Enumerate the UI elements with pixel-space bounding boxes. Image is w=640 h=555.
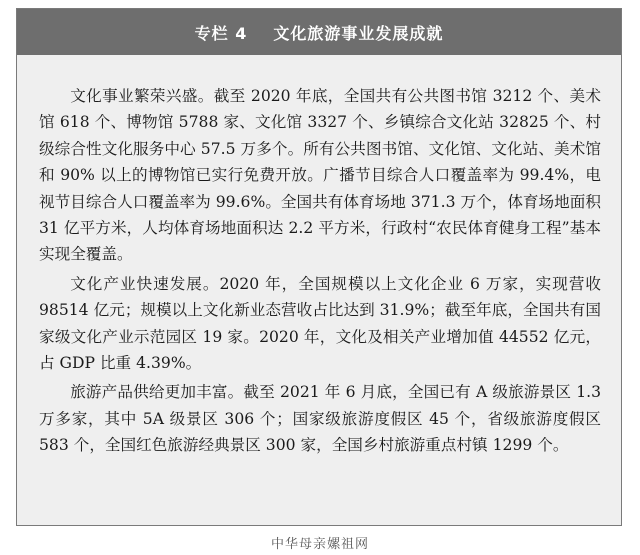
column-label: 专栏 4 [194, 23, 248, 43]
column-title: 文化旅游事业发展成就 [273, 23, 444, 43]
watermark-text: 中华母亲嫘祖网 [270, 537, 369, 552]
column-header [17, 9, 621, 55]
paragraph-tourism: 旅游产品供给更加丰富。截至 2021 年 6 月底，全国已有 A 级旅游景区 1.3 万多家，其中 5A 级景区 306 个；国家级旅游度假区 45 个，省级旅游度假区 583 个，全国红色旅游经典景区 300 家，全国乡村旅游重点村镇 1299 个。 [39, 383, 601, 455]
column-box [16, 8, 622, 526]
paragraph-culture: 文化事业繁荣兴盛。截至 2020 年底，全国共有公共图书馆 3212 个、美术馆 618 个、博物馆 5788 家、文化馆 3327 个、乡镇综合文化站 32825 个、村级综合性文化服务中心 57.5 万多个。所有公共图书馆、文化馆、文化站、美术馆和 90% 以上的博物馆已实行免费开放。广播节目综合人口覆盖率为 99.4%，电视节目综合人口覆盖率为 99.6%。全国共有体育场地 371.3 万个，体育场地面积 31 亿平方米，人均体育场地面积达 2.2 平方米，行政村“农民体育健身工程”基本实现全覆盖。 [39, 87, 601, 264]
paragraph-industry: 文化产业快速发展。2020 年，全国规模以上文化企业 6 万家，实现营收 98514 亿元；规模以上文化新业态营收占比达到 31.9%；截至年底，全国共有国家级文化产业示范园区 19 家。2020 年，文化及相关产业增加值 44552 亿元，占 GDP 比重 4.39%。 [39, 274, 601, 373]
column-content [17, 55, 621, 459]
